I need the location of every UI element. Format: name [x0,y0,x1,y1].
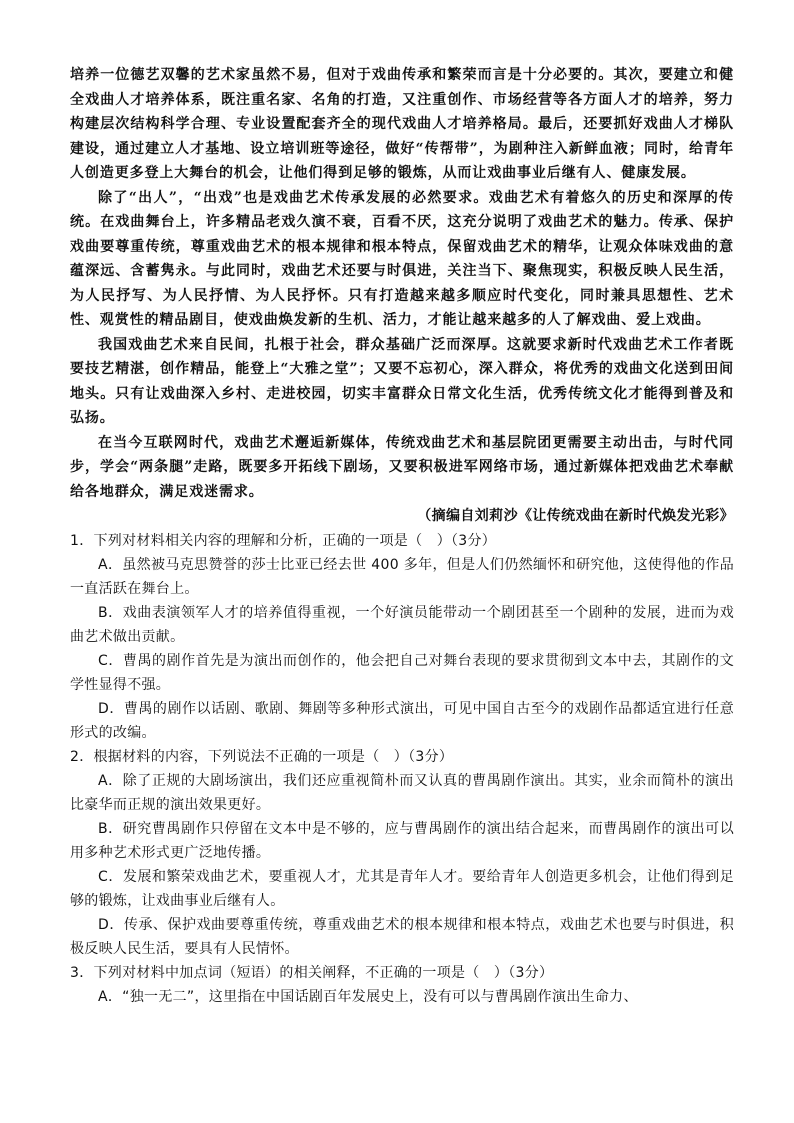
option-c: C．发展和繁荣戏曲艺术，要重视人才，尤其是青年人才。要给青年人创造更多机会，让他们得到足够的锻炼，让戏曲事业后继有人。 [70,868,734,909]
passage-source: （摘编自刘莉沙《让传统戏曲在新时代焕发光彩》 [417,508,734,524]
option-d: D．传承、保护戏曲要尊重传统，尊重戏曲艺术的根本规律和根本特点，戏曲艺术也要与时俱进，积极反映人民生活，要具有人民情怀。 [70,916,734,957]
question-stem: 3．下列对材料中加点词（短语）的相关阐释，不正确的一项是（ ）（3分） [70,964,554,981]
option-a: A．虽然被马克思赞誉的莎士比亚已经去世 400 多年，但是人们仍然缅怀和研究他，这使得他的作品一直活跃在舞台上。 [70,556,734,597]
option-a: A．除了正规的大剧场演出，我们还应重视简朴而又认真的曹禺剧作演出。其实，业余而简朴的演出比豪华而正规的演出效果更好。 [70,772,734,813]
question-3 [70,961,734,1009]
passage-paragraph: 除了“出人”，“出戏”也是戏曲艺术传承发展的必然要求。戏曲艺术有着悠久的历史和深厚的传统。在戏曲舞台上，许多精品老戏久演不衰，百看不厌，这充分说明了戏曲艺术的魅力。传承、保护戏曲要尊重传统，尊重戏曲艺术的根本规律和根本特点，保留戏曲艺术的精华，让观众体味戏曲的意蕴深远、含蓄隽永。与此同时，戏曲艺术还要与时俱进，关注当下、聚焦现实，积极反映人民生活，为人民抒写、为人民抒情、为人民抒怀。只有打造越来越多顺应时代变化，同时兼具思想性、艺术性、观赏性的精品剧目，使戏曲焕发新的生机、活力，才能让越来越多的人了解戏曲、爱上戏曲。 [70,189,734,328]
passage-paragraph: 在当今互联网时代，戏曲艺术邂逅新媒体，传统戏曲艺术和基层院团更需要主动出击，与时代同步，学会“两条腿”走路，既要多开拓线下剧场，又要积极进军网络市场，通过新媒体把戏曲艺术奉献给各地群众，满足戏迷需求。 [70,434,734,500]
document-page [70,63,734,1009]
question-stem: 1．下列对材料相关内容的理解和分析，正确的一项是（ ）（3分） [70,532,497,549]
option-b: B．戏曲表演领军人才的培养值得重视，一个好演员能带动一个剧团甚至一个剧种的发展，进而为戏曲艺术做出贡献。 [70,604,734,645]
question-2 [70,745,734,961]
passage-paragraph: 我国戏曲艺术来自民间，扎根于社会，群众基础广泛而深厚。这就要求新时代戏曲艺术工作者既要技艺精湛，创作精品，能登上“大雅之堂”；又要不忘初心，深入群众，将优秀的戏曲文化送到田间地头。只有让戏曲深入乡村、走进校园，切实丰富群众日常文化生活，优秀传统文化才能得到普及和弘扬。 [70,336,734,426]
option-b: B．研究曹禺剧作只停留在文本中是不够的，应与曹禺剧作的演出结合起来，而曹禺剧作的演出可以用多种艺术形式更广泛地传播。 [70,820,734,861]
question-stem: 2．根据材料的内容，下列说法不正确的一项是（ ）（3分） [70,748,454,765]
option-c: C．曹禺的剧作首先是为演出而创作的，他会把自己对舞台表现的要求贯彻到文本中去，其剧作的文学性显得不强。 [70,652,734,693]
option-a: A．“独一无二”，这里指在中国话剧百年发展史上，没有可以与曹禺剧作演出生命力、 [98,988,638,1005]
option-d: D．曹禺的剧作以话剧、歌剧、舞剧等多种形式演出，可见中国自古至今的戏剧作品都适宜进行任意形式的改编。 [70,700,734,741]
passage-paragraph: 培养一位德艺双馨的艺术家虽然不易，但对于戏曲传承和繁荣而言是十分必要的。其次，要建立和健全戏曲人才培养体系，既注重名家、名角的打造，又注重创作、市场经营等各方面人才的培养，努力构建层次结构科学合理、专业设置配套齐全的现代戏曲人才培养格局。最后，还要抓好戏曲人才梯队建设，通过建立人才基地、设立培训班等途径，做好“传帮带”，为剧种注入新鲜血液；同时，给青年人创造更多登上大舞台的机会，让他们得到足够的锻炼，从而让戏曲事业后继有人、健康发展。 [70,67,734,181]
question-1 [70,529,734,745]
